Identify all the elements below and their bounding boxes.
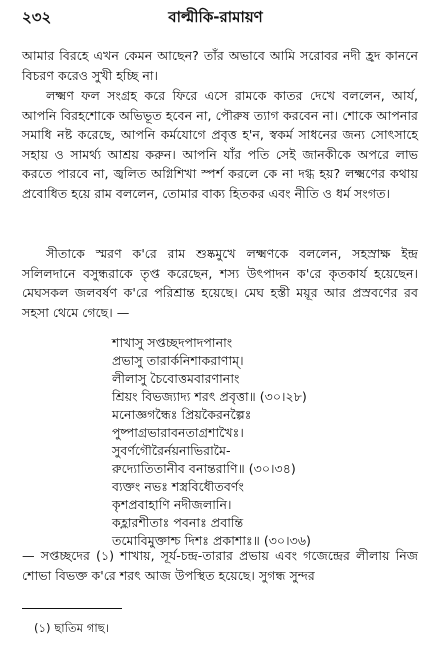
paragraph: সীতাকে স্মরণ ক'রে রাম শুষ্কমুখে লক্ষ্মণকে বললেন, সহস্রাক্ষ ইন্দ্র সলিলদানে বসুন্ধরাকে তৃপ্ত করেছেন, শস্য উৎপাদন ক'রে কৃতকার্য হয়েছেন। মেঘসকল জলবর্ষণ ক'রে পরিশ্রান্ত হয়েছে। মেঘ হস্তী ময়ূর আর প্রস্রবণের রব সহসা থেমে গেছে। — (22, 246, 418, 320)
footnote: (১) ছাতিম গাছ। (34, 621, 109, 635)
verse-line: পুষ্পাগ্রভারাবনতাগ্রশাখৈঃ। (112, 425, 244, 440)
verse-line: রুদ্যোতিতানীব বনান্তরাণি॥ (৩০।৩৪) (112, 461, 296, 476)
verse-line: লীলাসু চৈবোত্তমবারণানাং (112, 371, 240, 386)
verse-line: শ্রিয়ং বিভজ্যাদ্য শরৎ প্রবৃত্তা॥ (৩০।২৮) (112, 389, 307, 404)
paragraph: — সপ্তচ্ছদের (১) শাখায়, সূর্য-চন্দ্র-তারার প্রভায় এবং গজেন্দ্রের লীলায় নিজ শোভা বিভক্ত ক'রে শরৎ আজ উপস্থিত হয়েছে। সুগন্ধ সুন্দর (22, 548, 418, 583)
paragraph: লক্ষ্মণ ফল সংগ্রহ করে ফিরে এসে রামকে কাতর দেখে বললেন, আর্য, আপনি বিরহশোকে অভিভূত হবেন না, পৌরুষ ত্যাগ করবেন না। শোকে আপনার সমাধি নষ্ট করেছে, আপনি কর্মযোগে প্রবৃত্ত হ'ন, স্বকর্ম সাধনের জন্য সোৎসাহে সহায় ও সামর্থ্য আশ্রয় করুন। আপনি যাঁর পতি সেই জানকীকে অপরে লাভ করতে পারবে না, জ্বলিত অগ্নিশিখা স্পর্শ করলে কে না দগ্ধ হয়? লক্ষ্মণের কথায় প্রবোধিত হয়ে রাম বললেন, তোমার বাক্য হিতকর এবং নীতি ও ধর্ম সংগত। (22, 88, 418, 201)
verse-line: ব্যক্তং নভঃ শস্ত্রবিধৌতবর্ণং (112, 479, 244, 494)
verse-line: তমোবিমুক্তাশ্চ দিশঃ প্রকাশাঃ॥ (৩০।৩৬) (112, 533, 311, 548)
page-number: ২৩২ (22, 8, 52, 26)
verse-line: শাখাসু সপ্তচ্ছদপাদপানাং (112, 335, 233, 350)
verse-line: সুবর্ণগৌরৈর্নয়নাভিরামৈ- (112, 443, 231, 458)
paragraph: আমার বিরহে এখন কেমন আছেন? তাঁর অভাবে আমি সরোবর নদী হ্রদ কাননে বিচরণ করেও সুখী হচ্ছি না। (22, 48, 418, 83)
verse-line: কহ্লারশীতাঃ পবনাঃ প্রবান্তি (112, 515, 244, 530)
verse-line: মনোজ্ঞগন্ধৈঃ প্রিয়কৈরনল্পৈঃ (112, 407, 252, 422)
verse-line: কৃশপ্রবাহাণি নদীজলানি। (112, 497, 232, 512)
verse-line: প্রভাসু তারার্কনিশাকরাণাম্। (112, 353, 244, 368)
running-title: বাল্মীকি-রামায়ণ (168, 8, 263, 26)
footnote-divider (22, 608, 122, 609)
